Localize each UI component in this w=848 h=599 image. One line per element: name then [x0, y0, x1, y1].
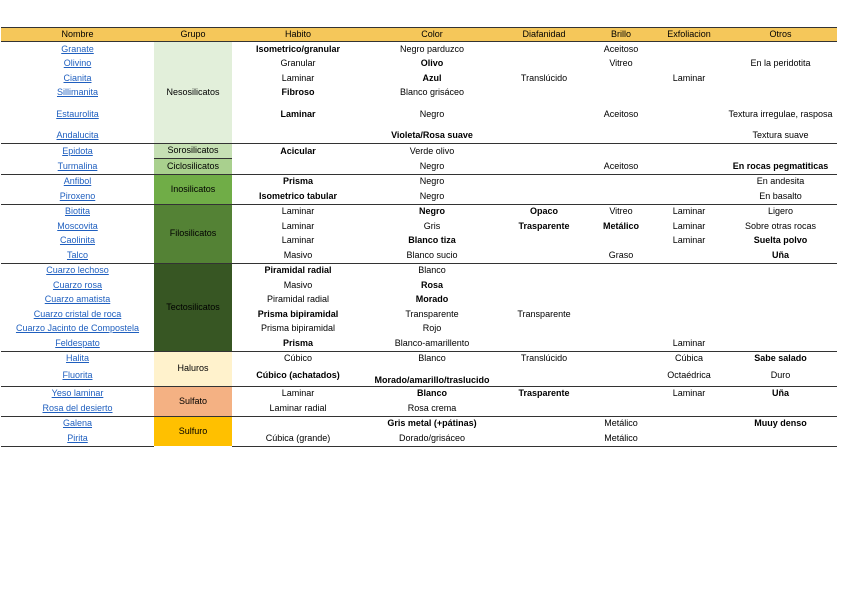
- header-habito: Habito: [232, 28, 364, 42]
- cell-diafanidad: Trasparente: [500, 386, 588, 401]
- cell-brillo: [588, 86, 654, 101]
- cell-otros: [724, 86, 837, 101]
- cell-otros: [724, 307, 837, 322]
- cell-otros: [724, 143, 837, 159]
- cell-color: Rojo: [422, 323, 442, 334]
- cell-diafanidad: [500, 128, 588, 143]
- cell-nombre: [1, 42, 154, 57]
- cell-nombre: [1, 159, 154, 175]
- cell-brillo: [588, 234, 654, 249]
- cell-diafanidad: [500, 431, 588, 446]
- mineral-link-cuarzo-amatista[interactable]: Cuarzo amatista: [44, 294, 111, 305]
- cell-habito: Fibroso: [281, 87, 315, 98]
- cell-brillo: Metálico: [602, 220, 639, 231]
- cell-nombre: [1, 416, 154, 431]
- table-row: [1, 431, 837, 446]
- cell-color: Blanco sucio: [406, 249, 458, 260]
- cell-color: Negro: [364, 204, 500, 219]
- cell-habito: [232, 159, 364, 175]
- cell-habito: Laminar: [281, 72, 315, 83]
- cell-nombre: [1, 86, 154, 101]
- group-cell-filosilicatos: Filosilicatos: [154, 204, 232, 263]
- cell-diafanidad: [500, 248, 588, 263]
- cell-otros: [724, 42, 837, 57]
- group-cell-tectosilicatos: Tectosilicatos: [154, 263, 232, 351]
- cell-diafanidad: Opaco: [500, 204, 588, 219]
- cell-brillo: [588, 174, 654, 189]
- table-row: [1, 86, 837, 101]
- cell-nombre: [1, 219, 154, 234]
- cell-otros: Ligero: [724, 204, 837, 219]
- cell-habito: Acicular: [232, 143, 364, 159]
- cell-otros: Sabe salado: [724, 351, 837, 366]
- cell-color: Olivo: [420, 58, 444, 69]
- table-row: [1, 278, 837, 293]
- cell-color: Negro: [419, 160, 445, 171]
- cell-diafanidad: [500, 143, 588, 159]
- cell-exfoliacion: Laminar: [654, 386, 724, 401]
- group-cell-sulfuro: Sulfuro: [154, 416, 232, 446]
- cell-habito: Prisma: [282, 337, 314, 348]
- cell-brillo: [588, 263, 654, 278]
- cell-diafanidad: [500, 57, 588, 72]
- mineral-link-turmalina[interactable]: Turmalina: [57, 160, 98, 171]
- cell-exfoliacion: [654, 159, 724, 175]
- mineral-link-epidota[interactable]: Epidota: [62, 145, 93, 156]
- cell-exfoliacion: [654, 128, 724, 143]
- cell-exfoliacion: Laminar: [672, 235, 706, 246]
- cell-brillo: [588, 322, 654, 337]
- cell-brillo: [588, 351, 654, 366]
- cell-nombre: [1, 189, 154, 204]
- cell-brillo: [588, 128, 654, 143]
- mineral-link-cuarzo-cristal-de-roca[interactable]: Cuarzo cristal de roca: [33, 308, 122, 319]
- cell-color: Violeta/Rosa suave: [391, 129, 473, 140]
- mineral-link-sillimanita[interactable]: Sillimanita: [56, 87, 98, 98]
- cell-brillo: Vitreo: [609, 58, 633, 69]
- cell-nombre: [1, 128, 154, 143]
- table-row: [1, 174, 837, 189]
- cell-exfoliacion: [654, 174, 724, 189]
- group-cell-haluros: Haluros: [154, 351, 232, 386]
- cell-color: Blanco: [364, 263, 500, 278]
- cell-habito: Prisma: [232, 174, 364, 189]
- cell-diafanidad: Trasparente: [518, 220, 570, 231]
- cell-nombre: [1, 204, 154, 219]
- cell-exfoliacion: [654, 293, 724, 308]
- mineral-link-talco[interactable]: Talco: [66, 249, 88, 260]
- cell-habito: Laminar: [232, 204, 364, 219]
- mineral-link-cuarzo-rosa[interactable]: Cuarzo rosa: [52, 279, 103, 290]
- cell-otros: Textura suave: [752, 129, 809, 140]
- cell-diafanidad: [500, 100, 588, 128]
- table-row: [1, 219, 837, 234]
- cell-nombre: [1, 351, 154, 366]
- cell-diafanidad: [500, 293, 588, 308]
- cell-diafanidad: [500, 86, 588, 101]
- cell-exfoliacion: Octaédrica: [667, 370, 711, 381]
- cell-exfoliacion: [654, 42, 724, 57]
- mineral-link-rosa-del-desierto[interactable]: Rosa del desierto: [42, 402, 113, 413]
- cell-color: Negro parduzco: [399, 43, 465, 54]
- cell-nombre: [1, 71, 154, 86]
- table-row: [1, 159, 837, 175]
- cell-otros: [724, 336, 837, 351]
- cell-otros: [724, 322, 837, 337]
- mineral-table: [1, 27, 837, 447]
- cell-brillo: Aceitoso: [603, 108, 639, 119]
- mineral-link-cuarzo-jacinto-de-compostela[interactable]: Cuarzo Jacinto de Compostela: [15, 323, 140, 334]
- cell-habito: Piramidal radial: [266, 294, 330, 305]
- cell-brillo: [588, 336, 654, 351]
- cell-nombre: [1, 431, 154, 446]
- cell-exfoliacion: Laminar: [654, 204, 724, 219]
- table-row: [1, 42, 837, 57]
- cell-diafanidad: [500, 189, 588, 204]
- cell-color: Gris metal (+pátinas): [364, 416, 500, 431]
- mineral-link-cianita[interactable]: Cianita: [63, 72, 92, 83]
- header-grupo: Grupo: [154, 28, 232, 42]
- mineral-link-granate[interactable]: Granate: [61, 43, 94, 54]
- cell-exfoliacion: [654, 189, 724, 204]
- cell-habito: Masivo: [283, 279, 313, 290]
- group-cell-inosilicatos: Inosilicatos: [154, 174, 232, 204]
- cell-exfoliacion: Laminar: [672, 220, 706, 231]
- mineral-link-yeso-laminar[interactable]: Yeso laminar: [51, 388, 104, 399]
- cell-color: Gris: [423, 220, 441, 231]
- cell-diafanidad: [500, 234, 588, 249]
- group-cell-nesosilicatos: Nesosilicatos: [154, 42, 232, 144]
- cell-otros: [724, 293, 837, 308]
- cell-brillo: [588, 189, 654, 204]
- cell-brillo: [588, 143, 654, 159]
- table-row: [1, 100, 837, 128]
- header-color: Color: [364, 28, 500, 42]
- cell-brillo: [588, 386, 654, 401]
- mineral-link-estaurolita[interactable]: Estaurolita: [56, 108, 99, 119]
- cell-otros: En basalto: [759, 190, 802, 201]
- cell-otros: Duro: [770, 370, 791, 381]
- cell-brillo: [588, 401, 654, 416]
- cell-otros: Muuy denso: [724, 416, 837, 431]
- cell-color: Blanco tiza: [408, 235, 456, 246]
- cell-habito: Granular: [280, 58, 316, 69]
- cell-color: Blanco grisáceo: [399, 87, 465, 98]
- cell-habito: Prisma bipiramidal: [260, 323, 336, 334]
- cell-habito: Cúbica (grande): [232, 431, 364, 446]
- table-row: [1, 263, 837, 278]
- cell-diafanidad: [500, 174, 588, 189]
- cell-exfoliacion: [654, 307, 724, 322]
- cell-color: Rosa: [420, 279, 443, 290]
- cell-brillo: [588, 366, 654, 386]
- table-row: [1, 293, 837, 308]
- table-row: [1, 386, 837, 401]
- cell-nombre: [1, 366, 154, 386]
- mineral-link-feldespato[interactable]: Feldespato: [55, 337, 100, 348]
- table-row: [1, 128, 837, 143]
- table-row: [1, 351, 837, 366]
- table-row: [1, 248, 837, 263]
- cell-color: Morado: [415, 294, 449, 305]
- cell-color: Transparente: [405, 308, 459, 319]
- cell-otros: [724, 278, 837, 293]
- header-exfoliacion: Exfoliacion: [654, 28, 724, 42]
- cell-color: Blanco: [364, 386, 500, 401]
- cell-nombre: [1, 307, 154, 322]
- cell-brillo: Metálico: [588, 431, 654, 446]
- cell-habito: [232, 128, 364, 143]
- cell-exfoliacion: [654, 401, 724, 416]
- cell-otros: [724, 401, 837, 416]
- table-row: [1, 71, 837, 86]
- cell-otros: En andesita: [724, 174, 837, 189]
- cell-otros: Sobre otras rocas: [744, 220, 817, 231]
- table-row: [1, 57, 837, 72]
- cell-otros: En la peridotita: [750, 58, 811, 69]
- header-nombre: Nombre: [1, 28, 154, 42]
- cell-diafanidad: [500, 278, 588, 293]
- mineral-link-halita[interactable]: Halita: [65, 353, 89, 364]
- cell-nombre: [1, 143, 154, 159]
- cell-color: Azul: [422, 72, 442, 83]
- cell-diafanidad: [500, 322, 588, 337]
- cell-color: Dorado/grisáceo: [364, 431, 500, 446]
- cell-nombre: [1, 293, 154, 308]
- cell-brillo: [588, 307, 654, 322]
- cell-nombre: [1, 100, 154, 128]
- cell-exfoliacion: [654, 278, 724, 293]
- cell-habito: Masivo: [283, 249, 313, 260]
- cell-habito: Cúbico (achatados): [256, 370, 340, 381]
- cell-diafanidad: [500, 263, 588, 278]
- cell-exfoliacion: [654, 431, 724, 446]
- table-row: [1, 401, 837, 416]
- table-body: [1, 42, 837, 447]
- table-row: [1, 416, 837, 431]
- mineral-link-caolinita[interactable]: Caolinita: [59, 235, 96, 246]
- cell-nombre: [1, 174, 154, 189]
- table-row: [1, 322, 837, 337]
- mineral-table-sheet: [1, 27, 837, 447]
- cell-exfoliacion: [654, 100, 724, 128]
- cell-nombre: [1, 401, 154, 416]
- cell-brillo: Vitreo: [588, 204, 654, 219]
- mineral-link-cuarzo-lechoso[interactable]: Cuarzo lechoso: [46, 265, 109, 276]
- cell-exfoliacion: [654, 416, 724, 431]
- table-row: [1, 336, 837, 351]
- cell-brillo: [588, 293, 654, 308]
- mineral-link-piroxeno[interactable]: Piroxeno: [59, 190, 96, 201]
- cell-habito: Prisma bipiramidal: [257, 308, 339, 319]
- mineral-link-andalucita[interactable]: Andalucita: [56, 129, 99, 140]
- group-cell-sorosilicatos: Sorosilicatos: [154, 143, 232, 159]
- cell-color: Negro: [419, 108, 445, 119]
- cell-exfoliacion: [654, 143, 724, 159]
- cell-color: Morado/amarillo/traslucido: [374, 374, 490, 385]
- cell-brillo: Aceitoso: [603, 160, 639, 171]
- group-cell-ciclosilicatos: Ciclosilicatos: [154, 159, 232, 175]
- cell-color: Verde olivo: [364, 143, 500, 159]
- table-row: [1, 143, 837, 159]
- cell-diafanidad: [500, 42, 588, 57]
- mineral-link-galena[interactable]: Galena: [62, 418, 93, 429]
- cell-nombre: [1, 57, 154, 72]
- cell-habito: Piramidal radial: [232, 263, 364, 278]
- mineral-link-olivino[interactable]: Olivino: [63, 58, 92, 69]
- mineral-link-pirita[interactable]: Pirita: [67, 432, 88, 443]
- cell-color: Blanco: [364, 351, 500, 366]
- cell-brillo: [588, 71, 654, 86]
- table-row: [1, 366, 837, 386]
- cell-exfoliacion: Laminar: [672, 72, 706, 83]
- cell-color: Rosa crema: [407, 402, 457, 413]
- cell-habito: Laminar: [281, 235, 315, 246]
- cell-diafanidad: [500, 336, 588, 351]
- cell-nombre: [1, 248, 154, 263]
- cell-habito: Isometrico tabular: [258, 190, 338, 201]
- cell-exfoliacion: Cúbica: [654, 351, 724, 366]
- cell-color: Negro: [419, 190, 445, 201]
- cell-exfoliacion: [654, 86, 724, 101]
- cell-otros: [724, 431, 837, 446]
- cell-diafanidad: [500, 159, 588, 175]
- cell-color: Negro: [364, 174, 500, 189]
- cell-otros: Uña: [724, 386, 837, 401]
- cell-nombre: [1, 263, 154, 278]
- table-row: [1, 307, 837, 322]
- mineral-link-biotita[interactable]: Biotita: [64, 206, 90, 217]
- cell-nombre: [1, 386, 154, 401]
- mineral-link-fluorita[interactable]: Fluorita: [62, 370, 93, 381]
- cell-diafanidad: Translúcido: [520, 72, 568, 83]
- cell-nombre: [1, 336, 154, 351]
- cell-habito: Isometrico/granular: [255, 43, 341, 54]
- cell-habito: Cúbico: [232, 351, 364, 366]
- cell-otros: Suelta polvo: [753, 235, 808, 246]
- header-diafanidad: Diafanidad: [500, 28, 588, 42]
- cell-otros: [724, 71, 837, 86]
- group-cell-sulfato: Sulfato: [154, 386, 232, 416]
- cell-otros: Textura irregulae, rasposa: [728, 108, 833, 119]
- cell-exfoliacion: Laminar: [672, 337, 706, 348]
- header-otros: Otros: [724, 28, 837, 42]
- cell-exfoliacion: [654, 57, 724, 72]
- cell-habito: [232, 416, 364, 431]
- cell-brillo: Metálico: [588, 416, 654, 431]
- cell-color: Blanco-amarillento: [394, 337, 470, 348]
- mineral-link-moscovita[interactable]: Moscovita: [57, 220, 98, 231]
- header-brillo: Brillo: [588, 28, 654, 42]
- cell-otros: Uña: [771, 249, 789, 260]
- table-row: [1, 234, 837, 249]
- cell-nombre: [1, 278, 154, 293]
- cell-habito: Laminar: [280, 108, 316, 119]
- cell-diafanidad: [500, 416, 588, 431]
- cell-diafanidad: [500, 401, 588, 416]
- cell-exfoliacion: [654, 263, 724, 278]
- cell-otros: En rocas pegmatiticas: [732, 160, 829, 171]
- header-row: [1, 28, 837, 42]
- cell-habito: Laminar radial: [269, 402, 327, 413]
- table-row: [1, 189, 837, 204]
- cell-brillo: Graso: [608, 249, 634, 260]
- cell-otros: [724, 263, 837, 278]
- cell-nombre: [1, 322, 154, 337]
- cell-habito: Laminar: [281, 220, 315, 231]
- mineral-link-anfibol[interactable]: Anfibol: [63, 176, 92, 187]
- cell-brillo: [588, 278, 654, 293]
- cell-exfoliacion: [654, 322, 724, 337]
- cell-habito: Laminar: [232, 386, 364, 401]
- cell-diafanidad: Translúcido: [500, 351, 588, 366]
- cell-nombre: [1, 234, 154, 249]
- cell-exfoliacion: [654, 248, 724, 263]
- table-row: [1, 204, 837, 219]
- cell-diafanidad: Transparente: [517, 308, 571, 319]
- cell-brillo: Aceitoso: [603, 43, 639, 54]
- cell-diafanidad: [500, 366, 588, 386]
